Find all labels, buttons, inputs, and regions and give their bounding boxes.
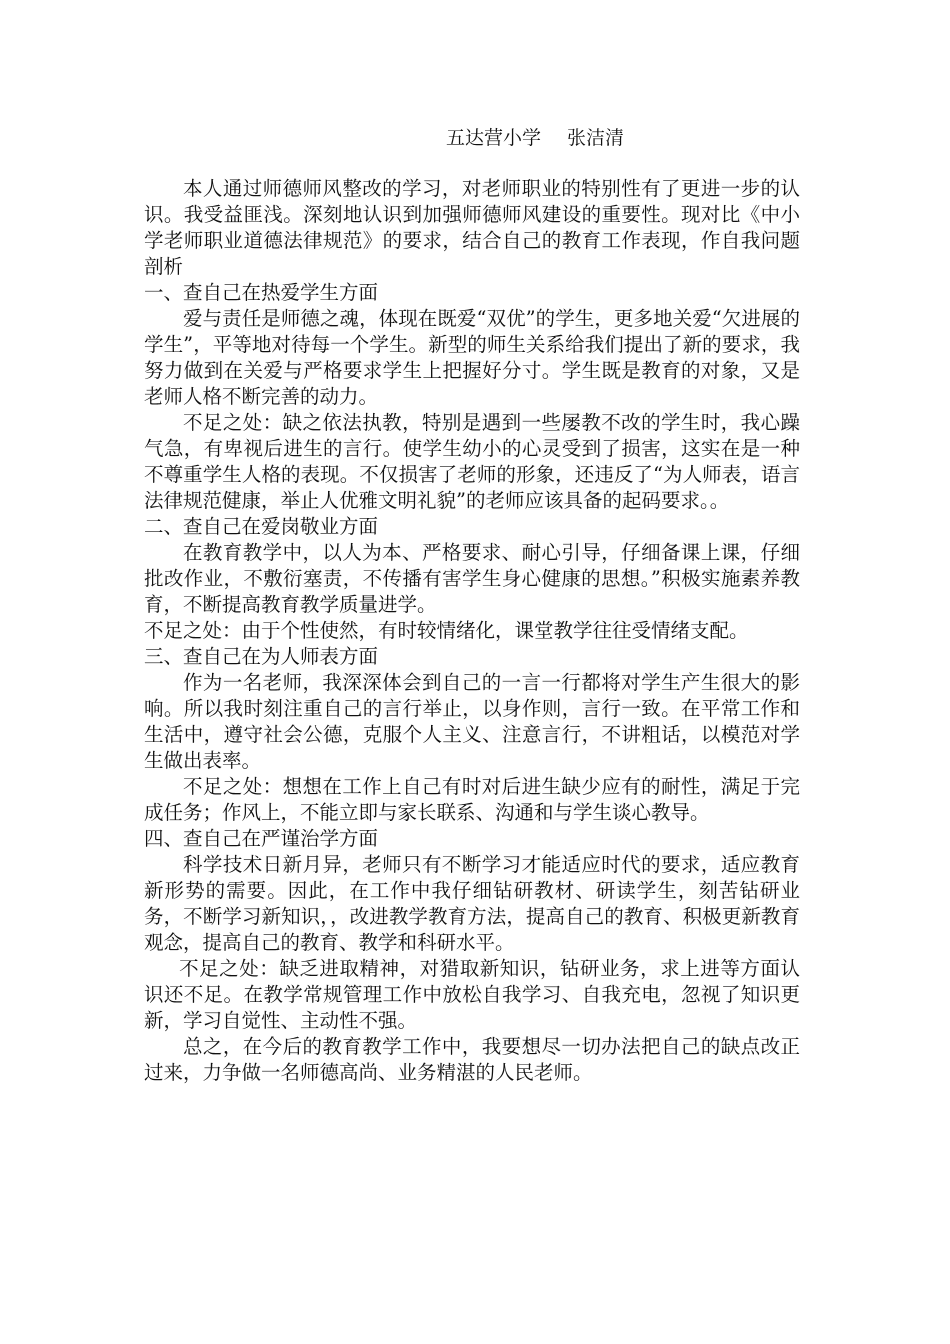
section-4-shortcoming: 不足之处：缺乏进取精神，对猎取新知识，钻研业务，求上进等方面认识还不足。在教学常规管理工作中放松自我学习、自我充电，忽视了知识更新，学习自觉性、主动性不强。 (144, 957, 800, 1032)
section-3-shortcoming: 不足之处：想想在工作上自己有时对后进生缺少应有的耐性，满足于完成任务；作风上，不能立即与家长联系、沟通和与学生谈心教导。 (144, 775, 800, 824)
intro-paragraph: 本人通过师德师风整改的学习，对老师职业的特别性有了更进一步的认识。我受益匪浅。深刻地认识到加强师德师风建设的重要性。现对比《中小学老师职业道德法律规范》的要求，结合自己的教育工作表现，作自我问题剖析 (144, 177, 800, 278)
section-2-shortcoming: 不足之处：由于个性使然，有时较情绪化，课堂教学往往受情绪支配。 (144, 619, 749, 642)
conclusion-paragraph: 总之，在今后的教育教学工作中，我要想尽一切办法把自己的缺点改正过来，力争做一名师德高尚、业务精湛的人民老师。 (144, 1035, 800, 1084)
section-heading-4: 四、查自己在严谨治学方面 (144, 827, 379, 850)
section-4-paragraph: 科学技术日新月异，老师只有不断学习才能适应时代的要求，适应教育新形势的需要。因此，在工作中我仔细钻研教材、研读学生，刻苦钻研业务，不断学习新知识，，改进教学教育方法，提高自己的教育、积极更新教育观念，提高自己的教育、教学和科研水平。 (144, 853, 800, 954)
section-1-shortcoming: 不足之处：缺之依法执教，特别是遇到一些屡教不改的学生时，我心躁气急，有卑视后进生的言行。使学生幼小的心灵受到了损害，这实在是一种不尊重学生人格的表现。不仅损害了老师的形象，还违反了“为人师表，语言法律规范健康，举止人优雅文明礼貌”的老师应该具备的起码要求。。 (144, 411, 800, 512)
section-3-paragraph: 作为一名老师，我深深体会到自己的一言一行都将对学生产生很大的影响。所以我时刻注重自己的言行举止，以身作则，言行一致。在平常工作和生活中，遵守社会公德，克服个人主义、注意言行，不讲粗话，以模范对学生做出表率。 (144, 671, 800, 772)
section-heading-3: 三、查自己在为人师表方面 (144, 645, 379, 668)
section-heading-1: 一、查自己在热爱学生方面 (144, 281, 379, 304)
section-heading-2: 二、查自己在爱岗敬业方面 (144, 515, 379, 538)
section-1-paragraph: 爱与责任是师德之魂，体现在既爱“双优”的学生，更多地关爱“欠进展的学生”，平等地对待每一个学生。新型的师生关系给我们提出了新的要求，我努力做到在关爱与严格要求学生上把握好分寸。学生既是教育的对象，又是老师人格不断完善的动力。 (144, 307, 800, 408)
section-2-paragraph: 在教育教学中，以人为本、严格要求、耐心引导，仔细备课上课，仔细批改作业，不敷衍塞责，不传播有害学生身心健康的思想。”积极实施素养教育，不断提高教育教学质量进学。 (144, 541, 800, 616)
school-name: 五达营小学 (446, 127, 542, 149)
byline (446, 124, 624, 152)
document-body (144, 176, 800, 1086)
author-name: 张洁清 (567, 127, 625, 149)
